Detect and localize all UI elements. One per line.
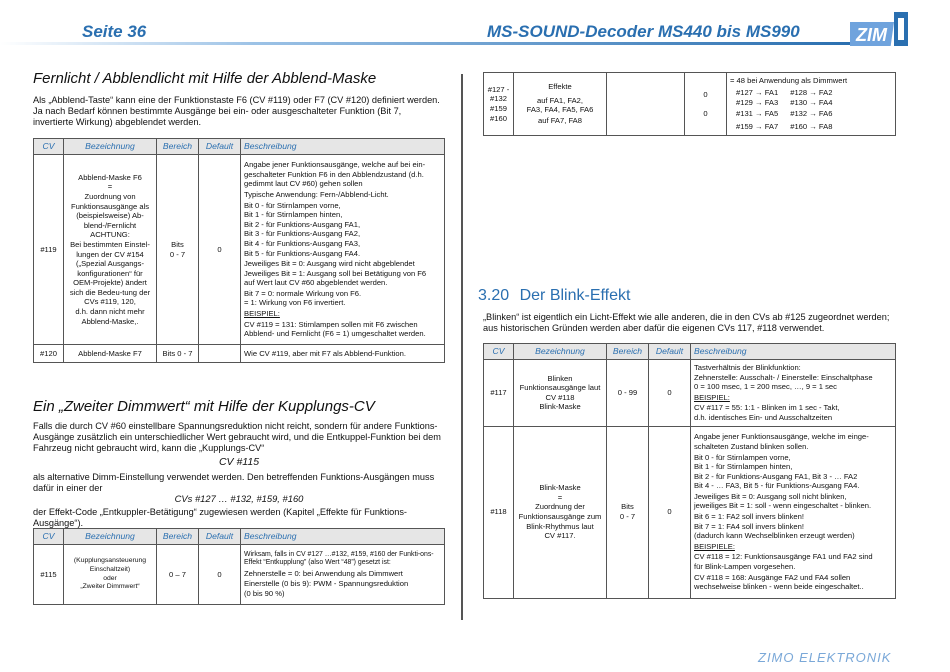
column-header-cv: CV [34, 139, 64, 155]
desc-text: Zehnerstelle = 0: bei Anwendung als Dimmwert [244, 568, 403, 578]
desc-text: CV #118 = 12: Funktionsausgänge FA1 und FA2 sind für Blink-Lampen vorgesehen. [694, 552, 873, 572]
cell-bereich: Bits 0 - 7 [157, 345, 199, 363]
column-header-beschreibung: Beschreibung [691, 344, 896, 360]
cv-mapping [730, 87, 892, 133]
desc-text: Jeweiliges Bit = 0: Ausgang soll nicht blinken, jeweiliges Bit = 1: soll - wenn eingeschaltet - blinken. [694, 491, 872, 511]
desc-text: = 48 bei Anwendung als Dimmwert [730, 76, 848, 85]
mapping-item: #128 → FA2 [790, 87, 833, 97]
cell-bezeichnung: Abblend-Maske F6 = Zuordnung von Funktionsausgänge als (beispielsweise) Ab-blend-/Fernlicht ACHTUNG: Bei bestimmten Einstel-lungen der CV #154 („Spezial Ausgangs-konfigurationen“ für OEM-Projekte) ändert sich die Bedeu-tung der CVs #119, 120, d.h. dann nicht mehr Abblend-Maske,. [64, 155, 157, 345]
footer-brand: ZIMO ELEKTRONIK [758, 650, 892, 665]
column-header-default: Default [199, 139, 241, 155]
cell-cv: #115 [34, 545, 64, 605]
mapping-item: #131 → FA5 [736, 108, 779, 118]
intro-paragraph-abblend: Als „Abblend-Taste“ kann eine der Funktionstaste F6 (CV #119) oder F7 (CV #120) definiert werden. Ja nach Bedarf können bestimmte Ausgänge bei ein- oder ausgeschalteter Funktion (Bit 7, invertierte Wirkung) abgeblendet werden. [33, 95, 440, 127]
page-header [0, 0, 950, 50]
page-number: Seite 36 [82, 22, 147, 41]
cell-default: 0 [199, 545, 241, 605]
paragraph-dimmwert: Falls die durch CV #60 einstellbare Spannungsreduktion nicht reicht, sondern für andere Funktions-Ausgänge zusätzlich ein unterschiedlicher Wert gebraucht wird, und die Entkuppel-Funktion bei dem Fahrzeug nicht gebraucht wird, kann die „Kupplungs-CV“ [33, 421, 441, 453]
example-label: BEISPIEL: [694, 392, 730, 402]
column-header-bezeichnung: Bezeichnung [64, 529, 157, 545]
cell-bereich: Bits 0 - 7 [157, 155, 199, 345]
cell-beschreibung [241, 545, 445, 605]
desc-text: Bit 6 = 1: FA2 soll invers blinken! Bit 7 = 1: FA4 soll invers blinken! (dadurch kann Wechselblinken erzeugt werden) [694, 512, 855, 541]
section-heading-blink [478, 287, 630, 305]
column-divider [461, 74, 463, 620]
mapping-column [790, 87, 832, 133]
cell-cv: #117 [484, 360, 514, 427]
cv-table-effekte [483, 72, 896, 136]
column-header-cv: CV [484, 344, 514, 360]
cell-beschreibung [691, 426, 896, 598]
desc-text: Jeweiliges Bit = 0: Ausgang wird nicht abgeblendet Jeweiliges Bit = 1: Ausgang soll bei Betätigung von F6 auf Wert laut CV #60 abgeblendet werden. [244, 259, 427, 288]
column-header-bereich: Bereich [157, 529, 199, 545]
cell-beschreibung [241, 155, 445, 345]
mapping-item: #130 → FA4 [790, 98, 833, 108]
table-row-cv119 [34, 155, 445, 345]
cv-callout: CV #115 [218, 456, 260, 468]
desc-text: CV #118 = 168: Ausgänge FA2 und FA4 sollen wechselweise blinken - wenn beide eingeschaltet.. [694, 572, 864, 592]
mapping-item: #159 → FA7 [736, 122, 779, 132]
cell-default: 0 [199, 155, 241, 345]
table-row-cv118 [484, 426, 896, 598]
column-header-bezeichnung: Bezeichnung [64, 139, 157, 155]
desc-text: Einerstelle (0 bis 9): PWM - Spannungsreduktion (0 bis 90 %) [244, 579, 409, 598]
desc-text: Typische Anwendung: Fern-/Abblend-Licht. [244, 189, 389, 199]
example-label: BEISPIELE: [694, 541, 735, 551]
section-number: 3.20 [478, 287, 510, 304]
cell-beschreibung [691, 360, 896, 427]
desc-text: Bit 0 - für Stirnlampen vorne, Bit 1 - für Stirnlampen hinten, Bit 2 - für Funktions-Ausgang FA1, Bit 3 - … FA2 Bit 4 - … FA3, Bit 5 - für Funktions-Ausgang FA4. [694, 452, 860, 491]
cell-bereich: 0 – 7 [157, 545, 199, 605]
cell-bezeichnung: Abblend-Maske F7 [64, 345, 157, 363]
cell-bezeichnung [514, 73, 607, 136]
cell-cv: #127 - #132 #159 #160 [484, 73, 514, 136]
cell-bezeichnung: Blinken Funktionsausgänge laut CV #118 Blink-Maske [514, 360, 607, 427]
desc-text: Wirksam, falls in CV #127 …#132, #159, #160 der Funkti-ons-Effekt “Entkupplung” (also Wert “48”) gesetzt ist: [244, 550, 434, 567]
cell-bereich [607, 73, 685, 136]
column-header-default: Default [649, 344, 691, 360]
heading-abblend-maske: Fernlicht / Abblendlicht mit Hilfe der Abblend-Maske [33, 70, 377, 87]
cell-bezeichnung: Blink-Maske = Zuordnung der Funktionsausgänge zum Blink-Rhythmus laut CV #117. [514, 426, 607, 598]
mapping-item: #129 → FA3 [736, 98, 779, 108]
desc-text: Angabe jener Funktionsausgänge, welche im einge-schalteten Zustand blinken sollen. [694, 432, 869, 451]
column-header-cv: CV [34, 529, 64, 545]
cell-cv: #119 [34, 155, 64, 345]
desc-text: Bit 7 = 0: normale Wirkung von F6. = 1: Wirkung von F6 invertiert. [244, 288, 362, 308]
svg-text:ZIM: ZIM [856, 25, 887, 45]
desc-text: CV #117 = 55: 1:1 - Blinken im 1 sec - Takt, d.h. identisches Ein- und Ausschaltzeiten [694, 403, 840, 422]
effect-outputs: auf FA1, FA2, FA3, FA4, FA5, FA6 [526, 95, 594, 115]
cell-bereich: 0 - 99 [607, 360, 649, 427]
mapping-item: #132 → FA6 [790, 108, 833, 118]
cell-beschreibung: Wie CV #119, aber mit F7 als Abblend-Funktion. [241, 345, 445, 363]
cell-cv: #120 [34, 345, 64, 363]
zimo-logo [850, 8, 912, 48]
table-row-effekte [484, 73, 896, 136]
header-rule [0, 42, 850, 45]
cell-cv: #118 [484, 426, 514, 598]
column-header-beschreibung: Beschreibung [241, 529, 445, 545]
cell-beschreibung [727, 73, 896, 136]
table-row-cv120 [34, 345, 445, 363]
effect-outputs-2: auf FA7, FA8 [538, 116, 582, 126]
effect-label: Effekte [548, 82, 572, 92]
desc-text: Bit 0 - für Stirnlampen vorne, Bit 1 - für Stirnlampen hinten, Bit 2 - für Funktions-Ausgang FA1, Bit 3 - für Funktions-Ausgang FA2, Bit 4 - für Funktions-Ausgang FA3, Bit 5 - für Funktions-Ausgang FA4. [244, 200, 361, 258]
heading-zweiter-dimmwert: Ein „Zweiter Dimmwert“ mit Hilfe der Kupplungs-CV [33, 398, 375, 415]
mapping-item: #127 → FA1 [736, 87, 779, 97]
cv-table-dimmwert [33, 528, 445, 605]
paragraph-dimmwert-3: der Effekt-Code „Entkuppler-Betätigung“ zugewiesen werden (Kapitel „Effekte für Funktions-Ausgänge“). [33, 507, 407, 528]
cell-default: 0 0 [685, 73, 727, 136]
column-header-bezeichnung: Bezeichnung [514, 344, 607, 360]
cell-bezeichnung: (Kupplungsansteuerung Einschaltzeit) oder „Zweiter Dimmwert“ [64, 545, 157, 605]
mapping-column [736, 87, 778, 133]
paragraph-dimmwert-2: als alternative Dimm-Einstellung verwendet werden. Den betreffenden Funktions-Ausgängen muss dafür in einer der [33, 472, 435, 493]
column-header-bereich: Bereich [607, 344, 649, 360]
table-row-cv117 [484, 360, 896, 427]
cell-default: 0 [649, 360, 691, 427]
cv-callout-range: CVs #127 … #132, #159, #160 [174, 493, 304, 504]
mapping-item: #160 → FA8 [790, 122, 833, 132]
table-header-row [484, 344, 896, 360]
desc-text: CV #119 = 131: Stirnlampen sollen mit F6 zwischen Abblend- und Fernlicht (F6 = 1) umgeschaltet werden. [244, 319, 426, 339]
paragraph-blink: „Blinken“ ist eigentlich ein Licht-Effekt wie alle anderen, die in den CVs ab #125 zugeordnet werden; aus historischen Gründen werden aber dafür die eigenen CVs 117, #118 verwendet. [483, 312, 890, 333]
column-header-default: Default [199, 529, 241, 545]
document-title: MS-SOUND-Decoder MS440 bis MS990 [487, 22, 800, 41]
table-header-row [34, 529, 445, 545]
desc-text: Angabe jener Funktionsausgänge, welche auf bei ein-geschalteter Funktion F6 in den Abblendzustand (d.h. gedimmt laut CV #60) gehen sollen [244, 160, 426, 189]
desc-text: Tastverhältnis der Blinkfunktion: Zehnerstelle: Ausschalt- / Einerstelle: Einschaltphase 0 = 100 msec, 1 = 200 msec, …, 9 = 1 sec [694, 363, 873, 392]
table-header-row [34, 139, 445, 155]
cv-table-abblend [33, 138, 445, 363]
section-title: Der Blink-Effekt [519, 287, 631, 304]
cell-default: 0 [649, 426, 691, 598]
cv-table-blink [483, 343, 896, 599]
table-row-cv115 [34, 545, 445, 605]
cell-bereich: Bits 0 - 7 [607, 426, 649, 598]
column-header-beschreibung: Beschreibung [241, 139, 445, 155]
column-header-bereich: Bereich [157, 139, 199, 155]
example-label: BEISPIEL: [244, 309, 280, 319]
cell-default [199, 345, 241, 363]
